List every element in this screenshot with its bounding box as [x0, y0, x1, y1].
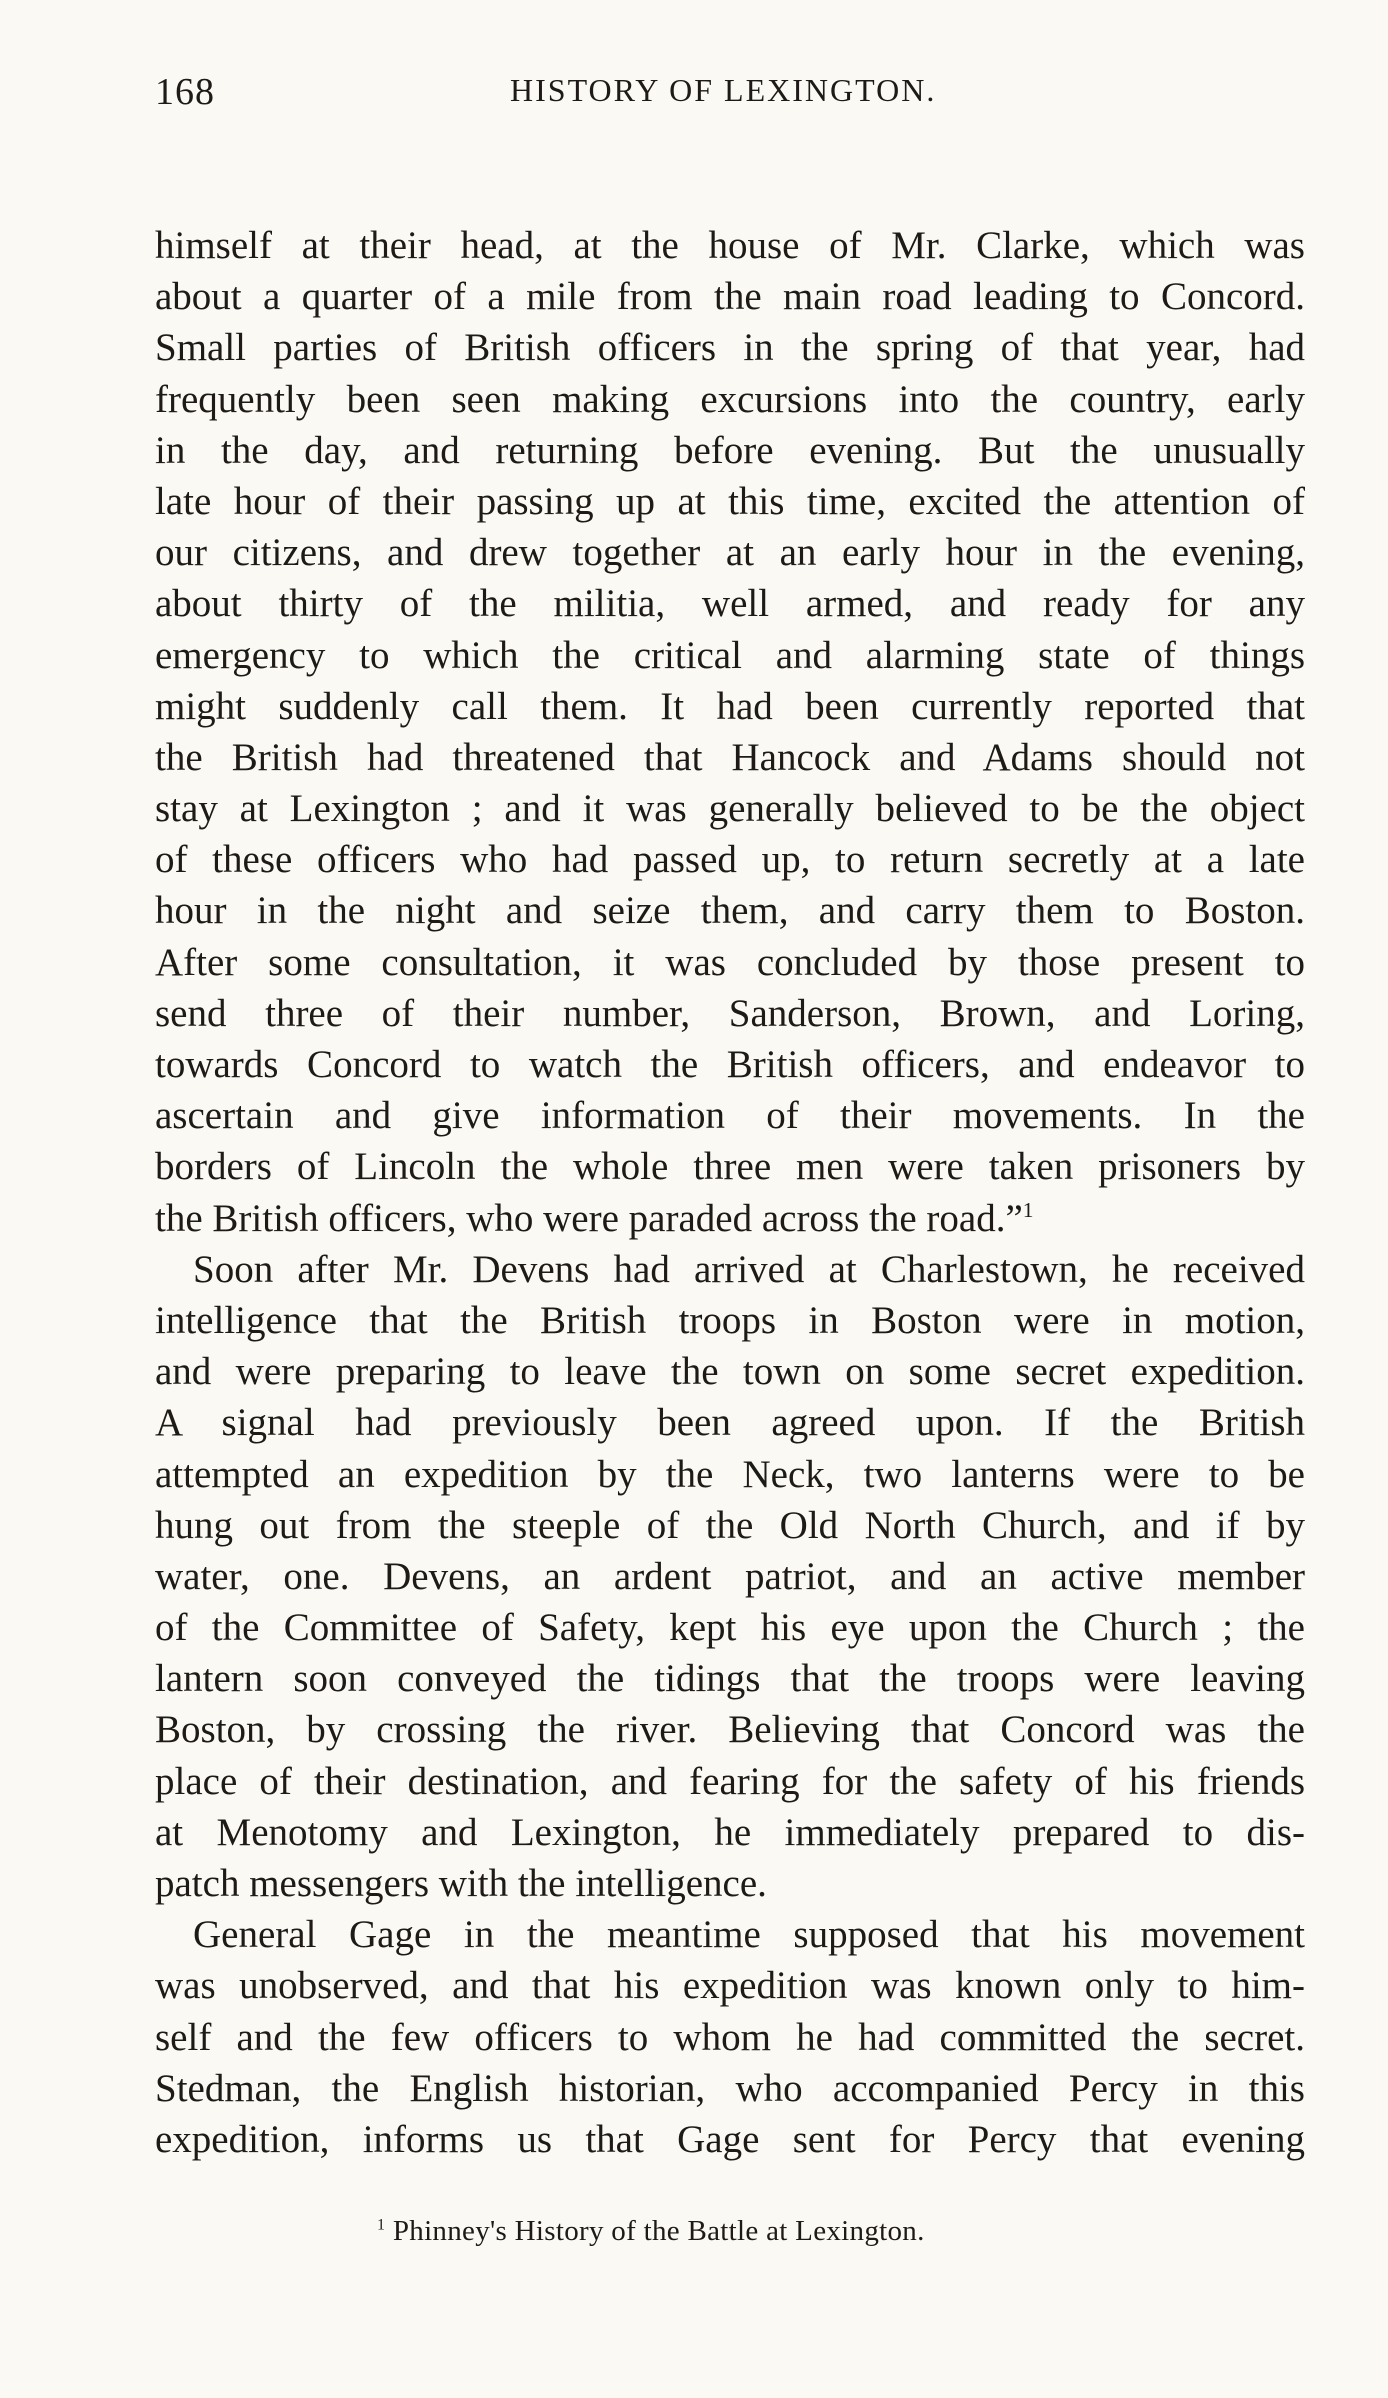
text-line-with-footnote-ref	[155, 1193, 1305, 1244]
page-header	[155, 70, 1305, 120]
text-line: place of their destination, and fearing for the safety of his friends	[155, 1759, 1305, 1803]
text-line: emergency to which the critical and alarming state of things	[155, 633, 1305, 677]
text-line: was unobserved, and that his expedition was known only to him-	[155, 1964, 1305, 2008]
footnote	[377, 2215, 925, 2248]
footnote-reference: 1	[1022, 1197, 1034, 1222]
text-line: might suddenly call them. It had been currently reported that	[155, 684, 1305, 728]
text-line: at Menotomy and Lexington, he immediately prepared to dis-	[155, 1810, 1305, 1854]
body-text	[155, 220, 1305, 2165]
text-line-content: the British officers, who were paraded across the road.”	[155, 1196, 1023, 1240]
text-line: attempted an expedition by the Neck, two lanterns were to be	[155, 1452, 1305, 1496]
text-line: hung out from the steeple of the Old North Church, and if by	[155, 1503, 1305, 1547]
paragraph-start: General Gage in the meantime supposed that his movement	[193, 1913, 1305, 1957]
text-line: After some consultation, it was concluded by those present to	[155, 940, 1305, 984]
text-line: water, one. Devens, an ardent patriot, and an active member	[155, 1554, 1305, 1598]
text-line: Boston, by crossing the river. Believing that Concord was the	[155, 1708, 1305, 1752]
text-line: intelligence that the British troops in Boston were in motion,	[155, 1298, 1305, 1342]
text-line: of the Committee of Safety, kept his eye upon the Church ; the	[155, 1606, 1305, 1650]
text-line: self and the few officers to whom he had committed the secret.	[155, 2015, 1305, 2059]
footnote-text: Phinney's History of the Battle at Lexington.	[392, 2215, 925, 2247]
paragraph-start: Soon after Mr. Devens had arrived at Charlestown, he received	[193, 1247, 1305, 1291]
footnote-marker: 1	[377, 2216, 386, 2234]
text-line: borders of Lincoln the whole three men were taken prisoners by	[155, 1145, 1305, 1189]
text-line: himself at their head, at the house of Mr. Clarke, which was	[155, 224, 1305, 267]
text-line: stay at Lexington ; and it was generally believed to be the object	[155, 787, 1305, 831]
text-line: late hour of their passing up at this time, excited the attention of	[155, 479, 1305, 523]
text-line: expedition, informs us that Gage sent for Percy that evening	[155, 2117, 1305, 2161]
text-line: send three of their number, Sanderson, Brown, and Loring,	[155, 991, 1305, 1035]
text-line: patch messengers with the intelligence.	[155, 1862, 767, 1905]
text-line: about thirty of the militia, well armed, and ready for any	[155, 582, 1305, 626]
text-line: the British had threatened that Hancock and Adams should not	[155, 735, 1305, 779]
text-line: about a quarter of a mile from the main road leading to Concord.	[155, 275, 1305, 319]
text-line: lantern soon conveyed the tidings that the troops were leaving	[155, 1657, 1305, 1701]
text-line: Small parties of British officers in the spring of that year, had	[155, 326, 1305, 370]
text-line: hour in the night and seize them, and carry them to Boston.	[155, 889, 1305, 933]
text-line: our citizens, and drew together at an early hour in the evening,	[155, 531, 1305, 575]
text-line: towards Concord to watch the British officers, and endeavor to	[155, 1043, 1305, 1086]
text-line: A signal had previously been agreed upon. If the British	[155, 1401, 1305, 1445]
text-line: frequently been seen making excursions into the country, early	[155, 377, 1305, 421]
text-line: of these officers who had passed up, to return secretly at a late	[155, 838, 1305, 882]
book-page	[155, 70, 1305, 2165]
text-line: in the day, and returning before evening. But the unusually	[155, 428, 1305, 472]
text-line: and were preparing to leave the town on some secret expedition.	[155, 1350, 1305, 1394]
text-line: ascertain and give information of their movements. In the	[155, 1094, 1305, 1138]
page-number: 168	[155, 71, 215, 113]
running-title: HISTORY OF LEXINGTON.	[510, 72, 937, 108]
text-line: Stedman, the English historian, who accompanied Percy in this	[155, 2066, 1305, 2110]
